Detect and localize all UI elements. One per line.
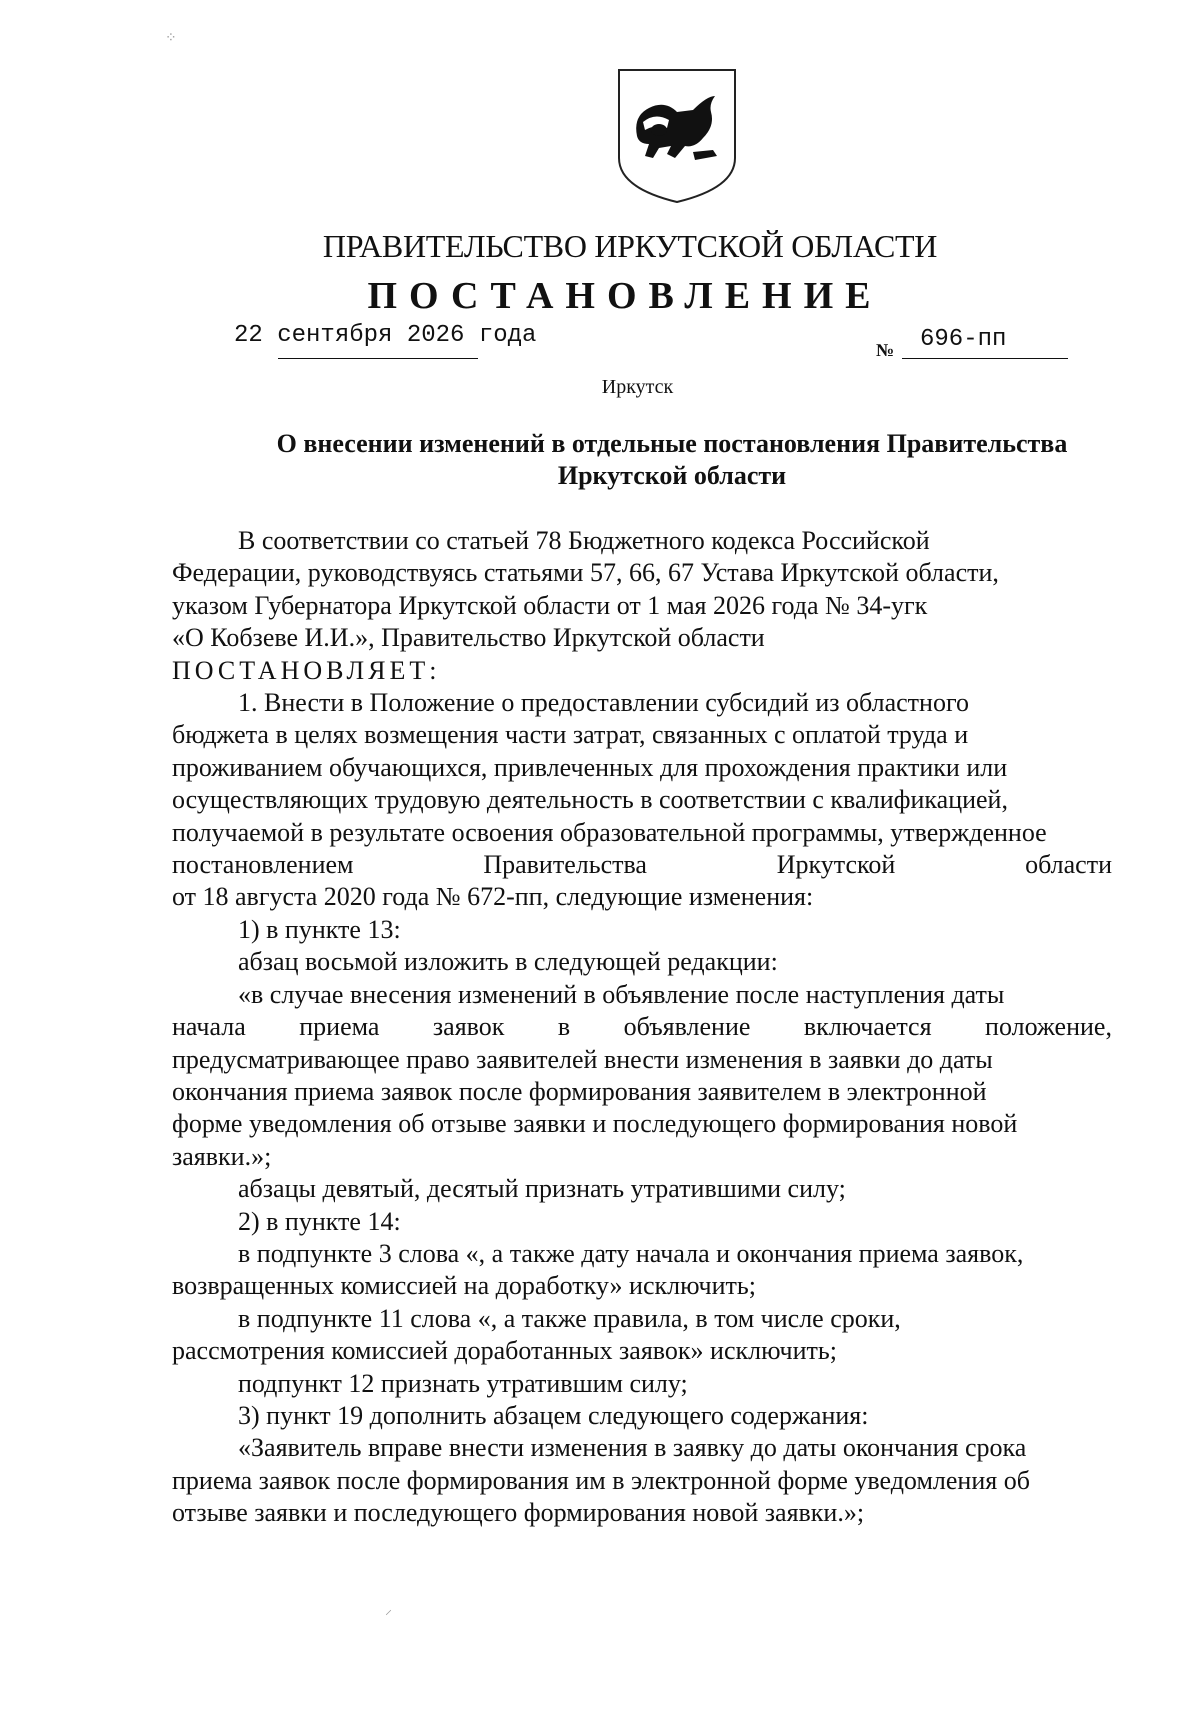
sub-item-2-c: подпункт 12 признать утратившим силу;: [238, 1368, 688, 1398]
government-name: ПРАВИТЕЛЬСТВО ИРКУТСКОЙ ОБЛАСТИ: [322, 228, 938, 264]
resolves-heading: ПОСТАНОВЛЯЕТ:: [172, 655, 441, 685]
text-line: заявки.»;: [172, 1141, 272, 1171]
text-line: проживанием обучающихся, привлеченных для прохождения практики или: [172, 752, 1008, 782]
sub-item-1: 1) в пункте 13:: [238, 914, 401, 944]
word: Правительства: [483, 850, 647, 880]
quote3-paragraph: [172, 1432, 1112, 1529]
word: положение,: [985, 1012, 1112, 1042]
item1-paragraph: [172, 687, 1112, 914]
word: постановлением: [172, 850, 354, 880]
text-line-spread: [172, 1011, 1112, 1043]
text-line: получаемой в результате освоения образовательной программы, утвержденное: [172, 817, 1047, 847]
word: области: [1025, 850, 1112, 880]
text-line: окончания приема заявок после формирования заявителем в электронной: [172, 1076, 987, 1106]
date-underline: [278, 358, 478, 359]
irkutsk-coat-of-arms-emblem: [615, 66, 739, 206]
scan-speck: ⁘: [165, 31, 177, 46]
document-date: 22 сентября 2026 года: [234, 322, 537, 349]
text-line: В соответствии со статьей 78 Бюджетного кодекса Российской: [238, 526, 930, 555]
document-title: [172, 428, 1172, 492]
text-line: предусматривающее право заявителей внести изменения в заявки до даты: [172, 1044, 993, 1074]
text-line: «в случае внесения изменений в объявление после наступления даты: [238, 979, 1005, 1009]
text-line: бюджета в целях возмещения части затрат, связанных с оплатой труда и: [172, 720, 969, 750]
text-line: от 18 августа 2020 года № 672-пп, следующие изменения:: [172, 882, 814, 912]
document-body: [172, 525, 1112, 1530]
text-line: в подпункте 3 слова «, а также дату начала и окончания приема заявок,: [238, 1238, 1024, 1268]
text-line: возвращенных комиссией на доработку» исключить;: [172, 1271, 756, 1301]
document-number: 696-пп: [920, 326, 1007, 353]
text-line: рассмотрения комиссией доработанных заявок» исключить;: [172, 1336, 837, 1366]
text-line: 1. Внести в Положение о предоставлении субсидий из областного: [238, 688, 969, 718]
text-line: Федерации, руководствуясь статьями 57, 66, 67 Устава Иркутской области,: [172, 558, 999, 588]
text-line: приема заявок после формирования им в электронной форме уведомления об: [172, 1465, 1030, 1495]
word: заявок: [432, 1012, 505, 1042]
word: объявление: [623, 1012, 751, 1042]
word: Иркутской: [776, 850, 896, 880]
text-line: отзыве заявки и последующего формирования новой заявки.»;: [172, 1498, 865, 1528]
scan-speck: ⸝: [385, 1603, 392, 1618]
sub-item-1-b: абзацы девятый, десятый признать утратившими силу;: [238, 1174, 846, 1204]
word: включается: [803, 1012, 932, 1042]
sub-item-2-b: [172, 1303, 1112, 1368]
word: в: [557, 1012, 571, 1042]
text-line: указом Губернатора Иркутской области от 1 мая 2026 года № 34-угк: [172, 590, 928, 620]
text-line: в подпункте 11 слова «, а также правила, в том числе сроки,: [238, 1303, 901, 1333]
intro-paragraph: [172, 525, 1112, 655]
sub-item-3: 3) пункт 19 дополнить абзацем следующего содержания:: [238, 1400, 869, 1430]
text-line: форме уведомления об отзыве заявки и последующего формирования новой: [172, 1109, 1018, 1139]
word: приема: [299, 1012, 380, 1042]
sub-item-1-a: абзац восьмой изложить в следующей редакции:: [238, 947, 778, 977]
number-label: №: [876, 340, 895, 360]
text-line: «О Кобзеве И.И.», Правительство Иркутской области: [172, 623, 765, 653]
document-type: ПОСТАНОВЛЕНИЕ: [367, 275, 883, 317]
text-line: осуществляющих трудовую деятельность в соответствии с квалификацией,: [172, 785, 1008, 815]
text-line: «Заявитель вправе внести изменения в заявку до даты окончания срока: [238, 1433, 1027, 1463]
word: начала: [172, 1012, 246, 1042]
sub-item-2: 2) в пункте 14:: [238, 1206, 401, 1236]
city: Иркутск: [601, 376, 674, 398]
text-line-spread: [172, 849, 1112, 881]
sub-item-2-a: [172, 1238, 1112, 1303]
number-underline: [902, 358, 1068, 359]
quote1-paragraph: [172, 979, 1112, 1173]
title-line: О внесении изменений в отдельные постановления Правительства: [276, 429, 1068, 458]
title-line: Иркутской области: [557, 461, 787, 490]
